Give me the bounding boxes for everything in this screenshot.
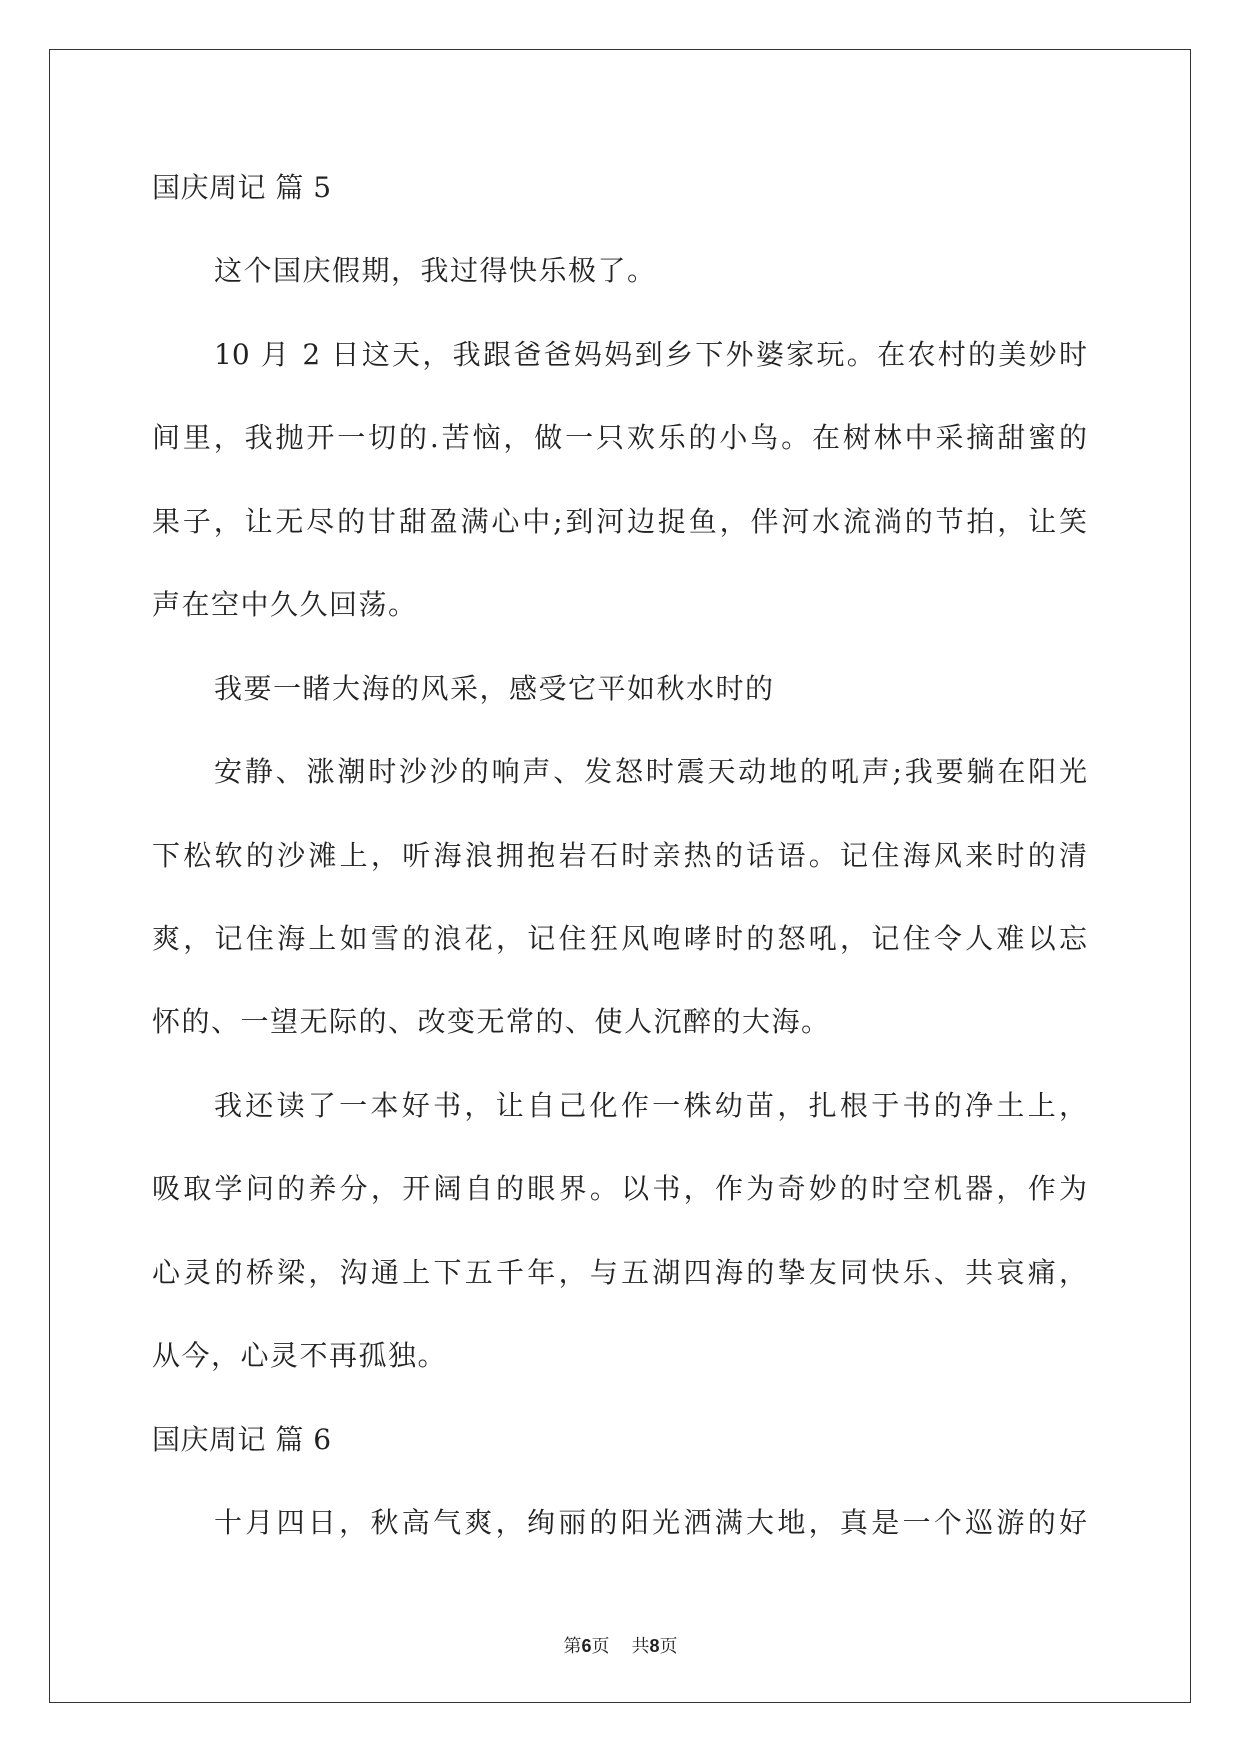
paragraph-line: 下松软的沙滩上，听海浪拥抱岩石时亲热的话语。记住海风来时的清 <box>152 839 1087 872</box>
footer-total-prefix: 共 <box>631 1636 650 1657</box>
footer-page-suffix: 页 <box>591 1636 610 1657</box>
footer-total-pages: 8 <box>649 1636 660 1656</box>
paragraph-line: 这个国庆假期，我过得快乐极了。 <box>214 254 657 287</box>
paragraph-line: 声在空中久久回荡。 <box>152 588 418 621</box>
footer-total-suffix: 页 <box>659 1636 678 1657</box>
paragraph-line: 我要一睹大海的风采，感受它平如秋水时的 <box>214 672 775 705</box>
paragraph-line: 安静、涨潮时沙沙的响声、发怒时震天动地的吼声;我要躺在阳光 <box>214 755 1087 788</box>
footer-prefix: 第 <box>563 1636 582 1657</box>
paragraph-line: 果子，让无尽的甘甜盈满心中;到河边捉鱼，伴河水流淌的节拍，让笑 <box>152 505 1087 538</box>
section-5-heading: 国庆周记 篇 5 <box>152 171 332 204</box>
page-footer <box>0 1634 1241 1659</box>
paragraph-line: 吸取学问的养分，开阔自的眼界。以书，作为奇妙的时空机器，作为 <box>152 1172 1087 1205</box>
paragraph-line: 间里，我抛开一切的.苦恼，做一只欢乐的小鸟。在树林中采摘甜蜜的 <box>152 421 1087 454</box>
paragraph-line: 从今，心灵不再孤独。 <box>152 1339 448 1372</box>
footer-page-number: 6 <box>581 1636 592 1656</box>
paragraph-line: 我还读了一本好书，让自己化作一株幼苗，扎根于书的净土上， <box>214 1089 1087 1122</box>
section-6-heading: 国庆周记 篇 6 <box>152 1423 332 1456</box>
paragraph-line: 十月四日，秋高气爽，绚丽的阳光洒满大地，真是一个巡游的好 <box>214 1506 1087 1539</box>
paragraph-line: 心灵的桥梁，沟通上下五千年，与五湖四海的挚友同快乐、共哀痛， <box>152 1256 1087 1289</box>
paragraph-line: 10 月 2 日这天，我跟爸爸妈妈到乡下外婆家玩。在农村的美妙时 <box>214 338 1087 371</box>
paragraph-line: 怀的、一望无际的、改变无常的、使人沉醉的大海。 <box>152 1005 831 1038</box>
paragraph-line: 爽，记住海上如雪的浪花，记住狂风咆哮时的怒吼，记住令人难以忘 <box>152 922 1087 955</box>
